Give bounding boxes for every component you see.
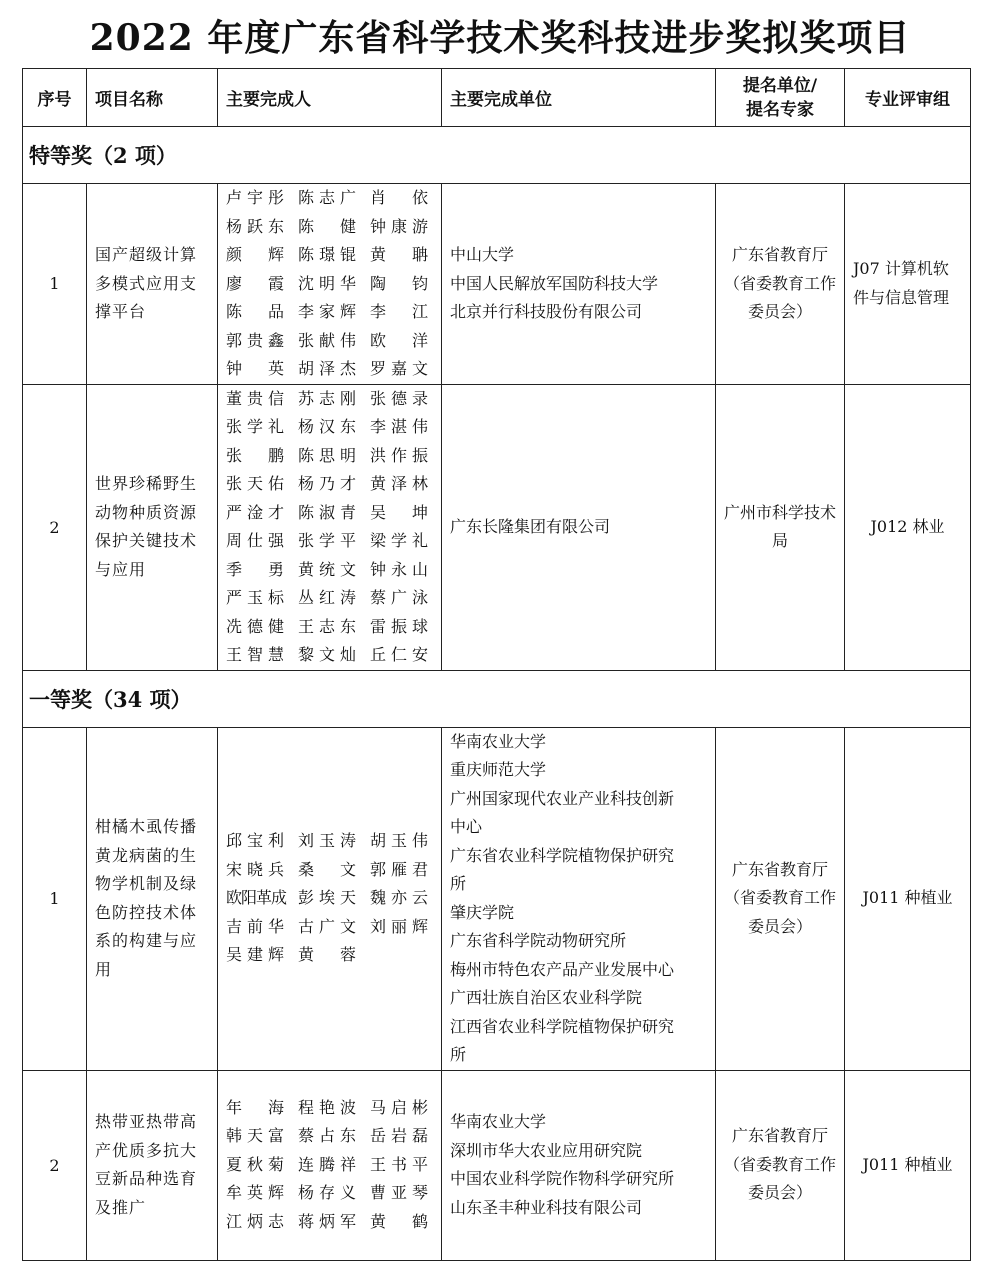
person-name: 钟康游 — [370, 216, 428, 236]
awards-table — [22, 68, 971, 1261]
person-name: 黄泽林 — [370, 474, 428, 493]
person-name: 颜 辉 — [226, 245, 284, 264]
section-row — [23, 127, 971, 184]
person-name: 黎文灿 — [298, 645, 356, 664]
persons-line — [226, 298, 433, 327]
unit-line: 北京并行科技股份有限公司 — [450, 302, 643, 321]
person-name: 李湛伟 — [370, 417, 428, 436]
unit-line: 广西壮族自治区农业科学院 — [450, 988, 643, 1007]
person-name: 黄 聃 — [370, 245, 428, 264]
person-name: 廖 霞 — [226, 273, 284, 293]
persons-line — [226, 884, 433, 913]
person-name: 严玉标 — [226, 588, 284, 607]
header-nominator-line1: 提名单位/ — [742, 75, 818, 96]
row-seq: 2 — [23, 384, 87, 670]
row-nominator: 广东省教育厅（省委教育工作委员会） — [716, 184, 845, 385]
row-seq: 1 — [23, 184, 87, 385]
person-name: 陈志广 — [298, 188, 356, 207]
persons-line — [226, 613, 433, 642]
persons-line — [226, 913, 433, 942]
unit-line: 肇庆学院 — [450, 902, 515, 922]
person-name: 钟 英 — [226, 359, 284, 378]
person-name: 曹亚琴 — [370, 1183, 428, 1203]
persons-line — [226, 1094, 433, 1123]
table-row — [23, 727, 971, 1070]
person-name: 刘丽辉 — [370, 916, 428, 936]
row-seq: 2 — [23, 1070, 87, 1260]
unit-line: 梅州市特色农产品产业发展中心 — [450, 959, 675, 979]
person-name: 张德录 — [370, 388, 428, 408]
unit-line: 中山大学 — [450, 245, 515, 264]
person-name: 张 鹏 — [226, 445, 284, 465]
person-name: 牟英辉 — [226, 1183, 284, 1203]
row-group: J011 种植业 — [845, 727, 971, 1070]
person-name: 江炳志 — [226, 1211, 284, 1231]
persons-line — [226, 1179, 433, 1208]
row-persons — [218, 384, 442, 670]
unit-line: 所 — [450, 1045, 467, 1064]
row-group: J07 计算机软件与信息管理 — [845, 184, 971, 385]
person-name: 严淦才 — [226, 502, 284, 522]
person-name: 吉前华 — [226, 916, 284, 936]
row-persons — [218, 727, 442, 1070]
person-name: 肖 依 — [370, 188, 428, 207]
header-nominator — [716, 69, 845, 127]
header-nominator-line2: 提名专家 — [746, 99, 814, 120]
row-units — [442, 1070, 716, 1260]
person-name — [370, 941, 428, 970]
section-label: 一等奖（34 项） — [23, 670, 971, 727]
person-name: 王智慧 — [226, 645, 284, 664]
person-name: 马启彬 — [370, 1097, 428, 1117]
unit-line: 中心 — [450, 817, 483, 836]
header-project: 项目名称 — [87, 69, 218, 127]
person-name: 陈淑青 — [298, 502, 356, 522]
row-project: 国产超级计算多模式应用支撑平台 — [87, 184, 218, 385]
row-nominator: 广东省教育厅（省委教育工作委员会） — [716, 727, 845, 1070]
persons-line — [226, 184, 433, 213]
person-name: 张学平 — [298, 531, 356, 550]
unit-line: 华南农业大学 — [450, 731, 547, 751]
persons-line — [226, 413, 433, 442]
person-name: 杨跃东 — [226, 216, 284, 236]
section-label: 特等奖（2 项） — [23, 127, 971, 184]
table-row — [23, 1070, 971, 1260]
unit-line: 华南农业大学 — [450, 1112, 547, 1131]
person-name: 魏亦云 — [370, 888, 428, 908]
person-name: 苏志刚 — [298, 388, 356, 408]
persons-line — [226, 327, 433, 356]
person-name: 张献伟 — [298, 330, 356, 350]
person-name: 张学礼 — [226, 417, 284, 436]
unit-line: 深圳市华大农业应用研究院 — [450, 1140, 643, 1160]
persons-line — [226, 213, 433, 242]
person-name: 李家辉 — [298, 302, 356, 321]
persons-line — [226, 641, 433, 670]
row-units — [442, 184, 716, 385]
persons-line — [226, 241, 433, 270]
row-nominator: 广东省教育厅（省委教育工作委员会） — [716, 1070, 845, 1260]
unit-line: 所 — [450, 874, 467, 893]
page-title: 2022 年度广东省科学技术奖科技进步奖拟奖项目 — [89, 17, 911, 59]
table-row — [23, 384, 971, 670]
unit-line: 广东省农业科学院植物保护研究 — [450, 845, 675, 865]
person-name: 杨存义 — [298, 1183, 356, 1203]
person-name: 丛红涛 — [298, 588, 356, 607]
unit-line: 江西省农业科学院植物保护研究 — [450, 1016, 675, 1036]
persons-line — [226, 270, 433, 299]
person-name: 黄 蓉 — [298, 945, 356, 965]
persons-line — [226, 527, 433, 556]
person-name: 胡泽杰 — [298, 359, 356, 378]
header-persons: 主要完成人 — [218, 69, 442, 127]
unit-line: 山东圣丰种业科技有限公司 — [450, 1197, 643, 1217]
person-name: 宋晓兵 — [226, 859, 284, 879]
persons-line — [226, 1122, 433, 1151]
row-project: 热带亚热带高产优质多抗大豆新品种选育及推广 — [87, 1070, 218, 1260]
person-name: 吴 坤 — [370, 502, 428, 522]
person-name: 彭埃天 — [298, 888, 356, 908]
person-name: 陈 品 — [226, 302, 284, 321]
person-name: 程艳波 — [298, 1097, 356, 1117]
person-name: 刘玉涛 — [298, 831, 356, 851]
persons-line — [226, 1208, 433, 1237]
person-name: 丘仁安 — [370, 645, 428, 664]
row-seq: 1 — [23, 727, 87, 1070]
person-name: 张天佑 — [226, 474, 284, 493]
person-name: 黄统文 — [298, 559, 356, 579]
row-units — [442, 727, 716, 1070]
unit-line: 广东省科学院动物研究所 — [450, 931, 627, 950]
person-name: 欧 洋 — [370, 330, 428, 350]
person-name: 韩天富 — [226, 1126, 284, 1146]
persons-line — [226, 584, 433, 613]
person-name: 桑 文 — [298, 859, 356, 879]
person-name: 吴建辉 — [226, 945, 284, 965]
persons-line — [226, 941, 433, 970]
persons-line — [226, 499, 433, 528]
person-name: 洪作振 — [370, 445, 428, 465]
persons-line — [226, 470, 433, 499]
person-name: 蔡广泳 — [370, 588, 428, 607]
person-name: 郭雁君 — [370, 859, 428, 879]
person-name: 陶 钧 — [370, 273, 428, 293]
table-row — [23, 184, 971, 385]
person-name: 年 海 — [226, 1097, 284, 1117]
unit-line: 中国人民解放军国防科技大学 — [450, 273, 659, 293]
person-name: 沈明华 — [298, 273, 356, 293]
person-name: 卢宇彤 — [226, 188, 284, 207]
row-project: 柑橘木虱传播黄龙病菌的生物学机制及绿色防控技术体系的构建与应用 — [87, 727, 218, 1070]
persons-line — [226, 1151, 433, 1180]
person-name: 陈思明 — [298, 445, 356, 465]
row-group: J012 林业 — [845, 384, 971, 670]
section-row — [23, 670, 971, 727]
header-row — [23, 69, 971, 127]
person-name: 蒋炳军 — [298, 1211, 356, 1231]
persons-line — [226, 355, 433, 384]
unit-line: 广东长隆集团有限公司 — [450, 516, 611, 536]
person-name: 黄 鹤 — [370, 1211, 428, 1231]
person-name: 古广文 — [298, 916, 356, 936]
person-name: 陈璟锟 — [298, 245, 356, 264]
person-name: 杨乃才 — [298, 474, 356, 493]
person-name: 欧阳革成 — [226, 888, 287, 908]
person-name: 周仕强 — [226, 531, 284, 550]
row-nominator: 广州市科学技术局 — [716, 384, 845, 670]
person-name: 梁学礼 — [370, 531, 428, 550]
unit-line: 重庆师范大学 — [450, 760, 547, 779]
persons-line — [226, 827, 433, 856]
row-persons — [218, 1070, 442, 1260]
row-group: J011 种植业 — [845, 1070, 971, 1260]
person-name: 岳岩磊 — [370, 1126, 428, 1146]
header-units: 主要完成单位 — [442, 69, 716, 127]
person-name: 罗嘉文 — [370, 359, 428, 378]
person-name: 李 江 — [370, 302, 428, 321]
persons-line — [226, 385, 433, 414]
person-name: 钟永山 — [370, 559, 428, 579]
unit-line: 中国农业科学院作物科学研究所 — [450, 1169, 675, 1188]
header-group: 专业评审组 — [845, 69, 971, 127]
person-name: 蔡占东 — [298, 1126, 356, 1146]
person-name: 王书平 — [370, 1154, 428, 1174]
person-name: 夏秋菊 — [226, 1154, 284, 1174]
person-name: 邱宝利 — [226, 831, 284, 851]
person-name: 董贵信 — [226, 388, 284, 408]
persons-line — [226, 442, 433, 471]
person-name: 季 勇 — [226, 559, 284, 579]
row-persons — [218, 184, 442, 385]
person-name: 连腾祥 — [298, 1154, 356, 1174]
person-name: 王志东 — [298, 616, 356, 636]
row-units — [442, 384, 716, 670]
person-name: 冼德健 — [226, 616, 284, 636]
persons-line — [226, 856, 433, 885]
header-seq: 序号 — [23, 69, 87, 127]
person-name: 雷振球 — [370, 616, 428, 636]
row-project: 世界珍稀野生动物种质资源保护关键技术与应用 — [87, 384, 218, 670]
person-name: 郭贵鑫 — [226, 330, 284, 350]
person-name: 杨汉东 — [298, 417, 356, 436]
unit-line: 广州国家现代农业产业科技创新 — [450, 788, 675, 808]
persons-line — [226, 556, 433, 585]
person-name: 陈 健 — [298, 216, 356, 236]
person-name: 胡玉伟 — [370, 831, 428, 851]
